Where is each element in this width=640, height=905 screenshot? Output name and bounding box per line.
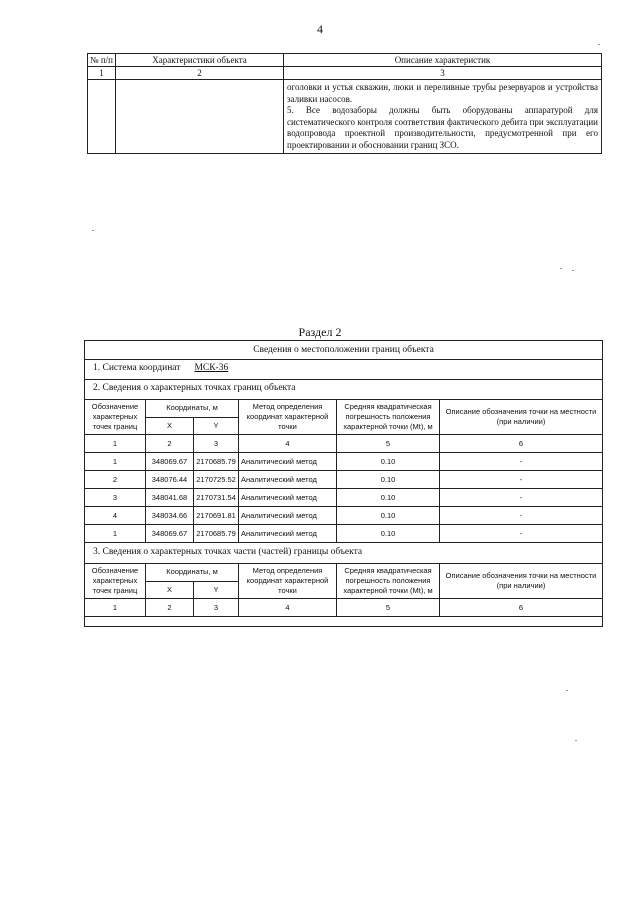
table-row [85, 525, 603, 543]
coord-system-label: 1. Система координат [93, 363, 181, 373]
table-header-row [88, 54, 602, 67]
header-x: X [146, 417, 194, 435]
table-row [85, 471, 603, 489]
table-row [85, 453, 603, 471]
header-point: Обозначение характерных точек границ [85, 400, 146, 435]
index-cell: 1 [85, 599, 146, 617]
scan-speck [598, 44, 600, 45]
point-number: 1 [85, 453, 146, 471]
point-number: 3 [85, 489, 146, 507]
part2-title: 2. Сведения о характерных точках границ объекта [93, 383, 296, 393]
index-cell: 3 [194, 435, 239, 453]
index-cell: 5 [337, 435, 440, 453]
header-number: № п/п [88, 54, 116, 67]
empty-cell [116, 80, 284, 154]
index-cell: 6 [440, 599, 603, 617]
index-cell: 5 [337, 599, 440, 617]
coord-system [93, 363, 228, 373]
table-row [85, 507, 603, 525]
header-x: X [146, 581, 194, 599]
index-row [88, 67, 602, 80]
point-x: 348041.68 [146, 489, 194, 507]
table-header-row [85, 564, 603, 582]
index-cell: 1 [85, 435, 146, 453]
header-accuracy: Средняя квадратическая погрешность положения характерной точки (Mt), м [337, 564, 440, 599]
point-method: Аналитический метод [239, 489, 337, 507]
empty-cell [88, 80, 116, 154]
table-header-row [85, 400, 603, 418]
header-method: Метод определения координат характерной точки [239, 400, 337, 435]
point-x: 348076.44 [146, 471, 194, 489]
scan-speck [566, 690, 568, 691]
header-coords: Координаты, м [146, 564, 239, 582]
page-number: 4 [317, 22, 323, 36]
index-cell: 3 [194, 599, 239, 617]
part3-title: 3. Сведения о характерных точках части (частей) границы объекта [93, 547, 363, 557]
point-method: Аналитический метод [239, 507, 337, 525]
scan-speck [575, 740, 577, 741]
point-number: 1 [85, 525, 146, 543]
section-subtitle: Сведения о местоположении границ объекта [253, 345, 434, 355]
description-cell [284, 80, 602, 154]
point-accuracy: 0.10 [337, 489, 440, 507]
point-method: Аналитический метод [239, 525, 337, 543]
index-cell: 2 [146, 435, 194, 453]
point-y: 2170685.79 [194, 453, 239, 471]
index-cell: 2 [116, 67, 284, 80]
header-method: Метод определения координат характерной точки [239, 564, 337, 599]
header-y: Y [194, 417, 239, 435]
point-y: 2170731.54 [194, 489, 239, 507]
header-description: Описание обозначения точки на местности (при наличии) [440, 400, 603, 435]
header-description: Описание характеристик [284, 54, 602, 67]
point-accuracy: 0.10 [337, 471, 440, 489]
point-method: Аналитический метод [239, 453, 337, 471]
divider [84, 359, 603, 360]
point-accuracy: 0.10 [337, 507, 440, 525]
characteristics-table [87, 53, 602, 154]
point-accuracy: 0.10 [337, 525, 440, 543]
scan-speck [92, 230, 94, 231]
index-cell: 6 [440, 435, 603, 453]
point-x: 348034.66 [146, 507, 194, 525]
divider [84, 379, 603, 380]
scan-speck [572, 270, 574, 271]
table-row [88, 80, 602, 154]
scan-speck [560, 268, 562, 269]
description-line: оголовки и устья скважин, люки и переливные трубы резервуаров и устройства заливки насосов. [287, 82, 598, 104]
header-y: Y [194, 581, 239, 599]
header-coords: Координаты, м [146, 400, 239, 418]
point-y: 2170685.79 [194, 525, 239, 543]
point-description: - [440, 525, 603, 543]
point-number: 4 [85, 507, 146, 525]
index-cell: 4 [239, 435, 337, 453]
header-point: Обозначение характерных точек границ [85, 564, 146, 599]
header-accuracy: Средняя квадратическая погрешность положения характерной точки (Mt), м [337, 400, 440, 435]
point-accuracy: 0.10 [337, 453, 440, 471]
index-cell: 3 [284, 67, 602, 80]
point-description: - [440, 471, 603, 489]
index-row [85, 599, 603, 617]
part-boundary-points-table [84, 563, 603, 617]
index-cell: 4 [239, 599, 337, 617]
point-y: 2170691.81 [194, 507, 239, 525]
point-method: Аналитический метод [239, 471, 337, 489]
point-number: 2 [85, 471, 146, 489]
index-cell: 1 [88, 67, 116, 80]
header-description: Описание обозначения точки на местности (при наличии) [440, 564, 603, 599]
index-row [85, 435, 603, 453]
point-description: - [440, 453, 603, 471]
point-description: - [440, 507, 603, 525]
coord-system-value: МСК-36 [194, 363, 229, 373]
index-cell: 2 [146, 599, 194, 617]
point-y: 2170725.52 [194, 471, 239, 489]
point-description: - [440, 489, 603, 507]
section-title: Раздел 2 [298, 325, 342, 339]
description-line: 5. Все водозаборы должны быть оборудованы аппаратурой для систематического контроля соответствия фактического дебита при эксплуатации водопровода проектной производительности, предусмотренной при его проектировании и обосновании границ ЗСО. [287, 105, 598, 150]
table-row [85, 489, 603, 507]
point-x: 348069.67 [146, 525, 194, 543]
boundary-points-table [84, 399, 603, 543]
header-characteristics: Характеристики объекта [116, 54, 284, 67]
point-x: 348069.67 [146, 453, 194, 471]
